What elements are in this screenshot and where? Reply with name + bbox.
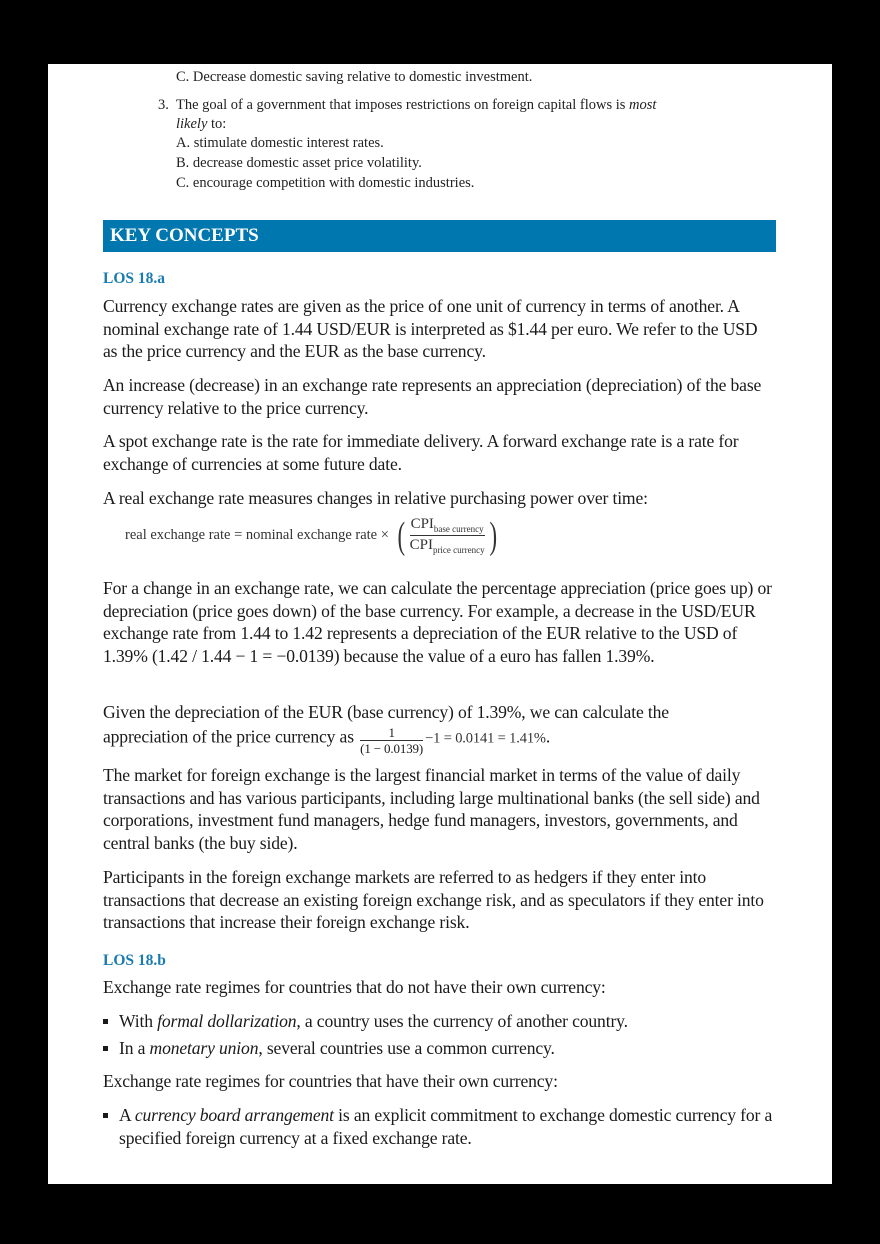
cpi-numerator: $CPI_{base currency}$ — [410, 516, 484, 534]
formula-lhs: real exchange rate = nominal exchange rate × — [125, 527, 389, 543]
document-page: C. Decrease domestic saving relative to domestic investment. 3. The goal of a government that imposes restrictions on foreign capital flows is most likely to: A. stimulate domestic interest rates. B. decrease domestic asset price volatility. C. encourage competition with domestic industries. KEY CONCEPTS LOS 18.a Currency exchange rates are given as the price of one unit of currency in terms of another. A nominal exchange rate of 1.44 USD/EUR is interpreted as $1.44 per euro. We refer to the USD as the price currency and the EUR as the base currency. An increase (decrease) in an exchange rate represents an appreciation (depreciation) of the base currency relative to the price currency. A spot exchange rate is the rate for immediate delivery. A forward exchange rate is a rate for exchange of currencies at some future date. A real exchange rate measures changes in relative purchasing power over time: real exchange rate = nominal exchange rate × ( $\frac{CPI_{base currency}}{CPI_{price currency}}$ ) For a change in an exchange rate, we can calculate the percentage appreciation (price goes up) or depreciation (price goes down) of the base currency. For example, a decrease in the USD/EUR exchange rate from 1.44 to 1.42 represents a depreciation of the EUR relative to the USD of 1.39% (1.42 / 1.44 − 1 = −0.0139) because the value of a euro has fallen 1.39%. Given the depreciation of the EUR (base currency) of 1.39%, we can calculate the appreciation of the price currency as $\frac{1}{(1 - 0.0139)}$ −1 = 0.0141 = 1.41%. The market for foreign exchange is the largest financial market in terms of the value of daily transactions and has various participants, including large multinational banks (the sell side) and corporations, investment fund managers, hedge fund managers, investors, governments, and central banks (the buy side). Participants in the foreign exchange markets are referred to as hedgers if they enter into transactions that decrease an existing foreign exchange risk, and as speculators if they enter into transactions that increase their foreign exchange risk. LOS 18.b Exchange rate regimes for countries that do not have their own currency: With formal dollarization, a country uses the currency of another country. In a monetary union, several countries use a common currency. Exchange rate regimes for countries that have their own currency: A currency board arrangement is an explicit commitment to exchange domestic currency for a specified foreign currency at a fixed exchange rate. — [48, 64, 832, 1184]
paragraph-price-currency-appreciation — [103, 701, 776, 756]
question-3-stem-emphasis: most — [629, 97, 657, 113]
question-3-stem-emphasis-2: likely — [176, 116, 208, 132]
paragraph-exchange-rates: Currency exchange rates are given as the price of one unit of currency in terms of another. A nominal exchange rate of 1.44 USD/EUR is interpreted as $1.44 per euro. We refer to the USD as the price currency and the EUR as the base currency. — [103, 296, 758, 362]
question-3-option-a: A. stimulate domestic interest rates. — [176, 135, 384, 151]
question-3-stem-text-2: to: — [207, 116, 227, 132]
appreciation-result: −1 = 0.0141 = 1.41% — [425, 730, 546, 747]
appreciation-fraction: $\frac{1}{(1 - 0.0139)}$ — [360, 724, 424, 756]
key-concepts-title: KEY CONCEPTS — [110, 225, 259, 246]
paragraph-percentage-change: For a change in an exchange rate, we can calculate the percentage appreciation (price goes up) or depreciation (price goes down) of the base currency. For example, a decrease in the USD/EUR exchange rate from 1.44 to 1.42 represents a depreciation of the EUR relative to the USD of 1.39% (1.42 / 1.44 − 1 = −0.0139) because the value of a euro has fallen 1.39%. — [103, 578, 772, 666]
paragraph-hedgers-speculators: Participants in the foreign exchange markets are referred to as hedgers if they enter into transactions that decrease an existing foreign exchange risk, and as speculators if they enter into transactions that increase their foreign exchange risk. — [103, 867, 764, 933]
question-3-option-c: C. encourage competition with domestic industries. — [176, 175, 475, 191]
paragraph-line-2: appreciation of the price currency as $\frac{1}{(1 - 0.0139)}$ −1 = 0.0141 = 1.41%. — [103, 724, 551, 756]
cpi-denominator: $CPI_{price currency}$ — [409, 537, 485, 555]
question-3-option-b: B. decrease domestic asset price volatility. — [176, 155, 422, 171]
los-18a-heading: LOS 18.a — [103, 270, 166, 287]
key-concepts-header — [103, 220, 776, 252]
paragraph-spot-forward: A spot exchange rate is the rate for immediate delivery. A forward exchange rate is a rate for exchange of currencies at some future date. — [103, 431, 739, 474]
bullet-icon — [103, 1019, 108, 1024]
paragraph-appreciation: An increase (decrease) in an exchange rate represents an appreciation (depreciation) of the base currency relative to the price currency. — [103, 375, 762, 418]
bullet-icon — [103, 1046, 108, 1051]
real-exchange-rate-formula — [125, 516, 499, 555]
paragraph-no-own-currency: Exchange rate regimes for countries that do not have their own currency: — [103, 977, 606, 997]
question-2-option-c: C. Decrease domestic saving relative to domestic investment. — [176, 69, 533, 85]
paragraph-fx-market: The market for foreign exchange is the largest financial market in terms of the value of daily transactions and has various participants, including large multinational banks (the sell side) and corporations, investment fund managers, hedge fund managers, investors, governments, and central banks (the buy side). — [103, 765, 760, 853]
right-paren: ) — [489, 514, 497, 557]
question-3-number: 3. — [158, 97, 169, 113]
bullet-icon — [103, 1113, 108, 1118]
left-paren: ( — [397, 514, 406, 557]
question-3-stem-cont — [176, 114, 226, 134]
paragraph-line-1: Given the depreciation of the EUR (base currency) of 1.39%, we can calculate the — [103, 702, 669, 722]
los-18b-heading: LOS 18.b — [103, 952, 166, 969]
paragraph-own-currency: Exchange rate regimes for countries that have their own currency: — [103, 1071, 558, 1091]
paragraph-real-rate: A real exchange rate measures changes in relative purchasing power over time: — [103, 488, 648, 508]
question-3-stem — [176, 95, 656, 115]
cpi-fraction — [410, 516, 485, 555]
question-3-stem-text: The goal of a government that imposes restrictions on foreign capital flows is — [176, 97, 630, 113]
